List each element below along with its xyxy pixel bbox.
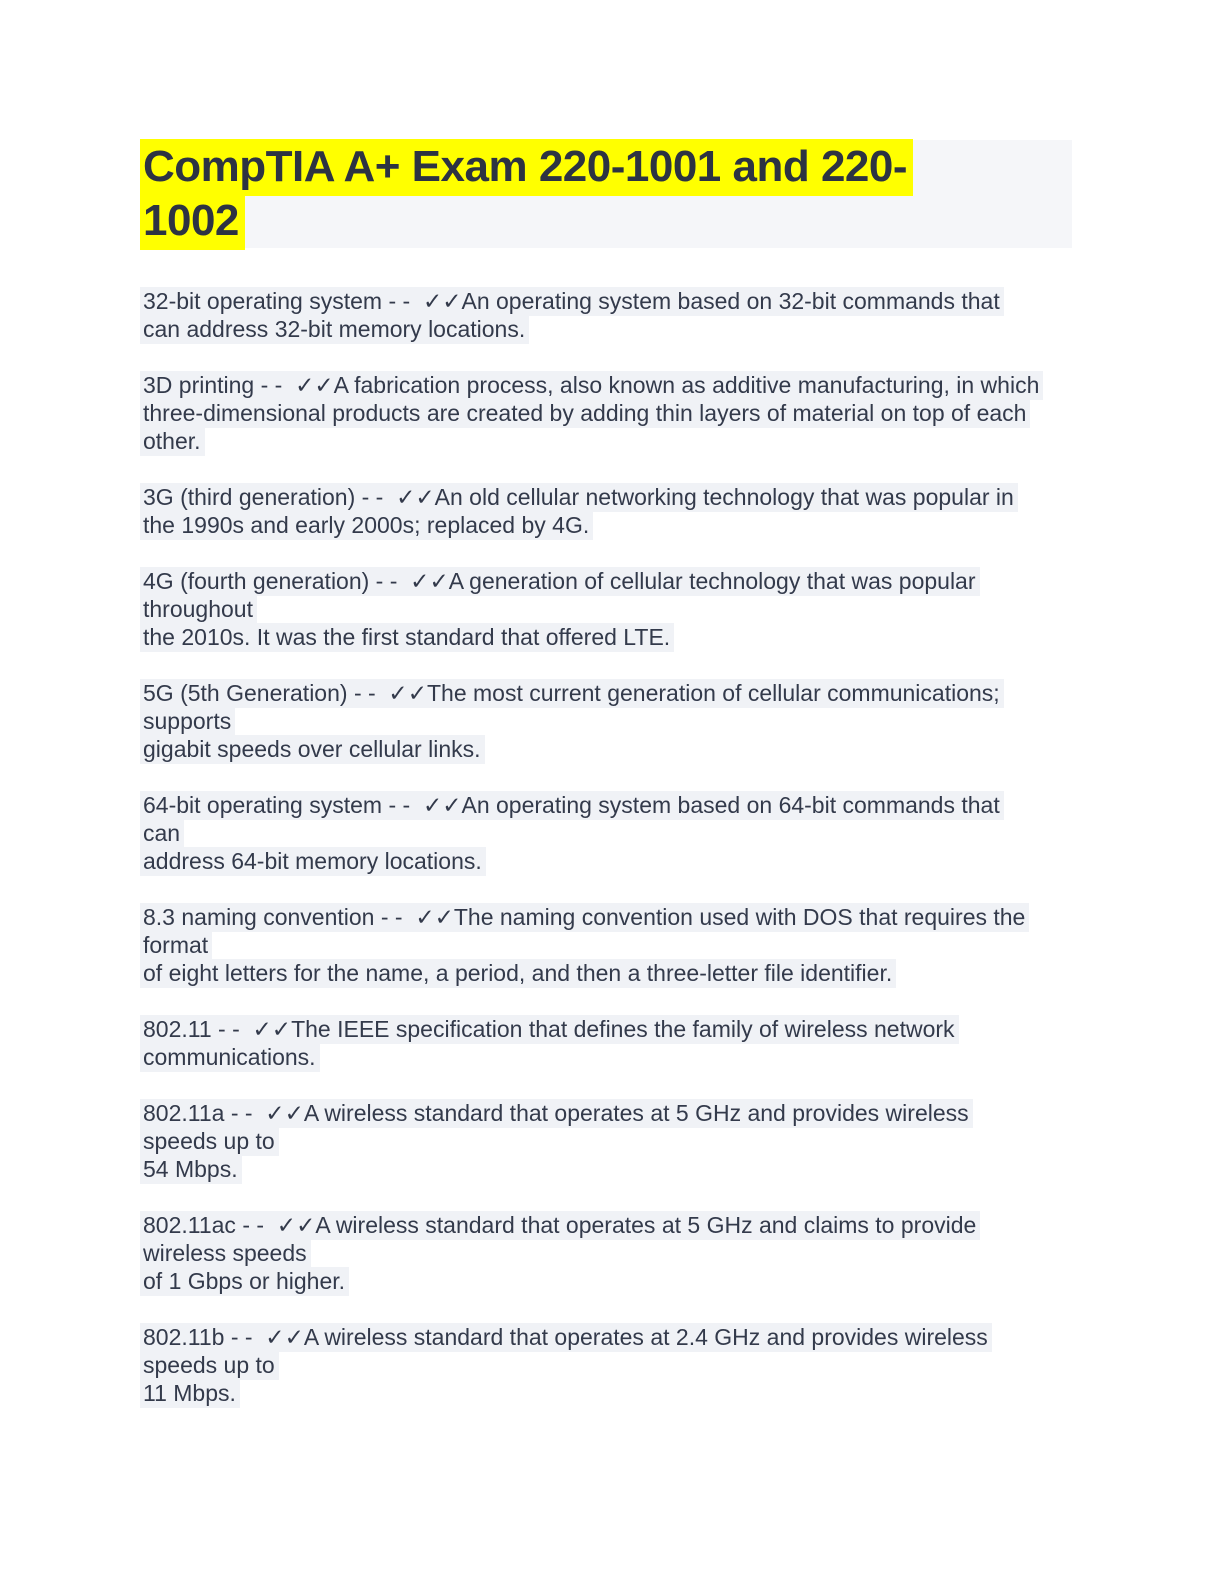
glossary-entries — [143, 287, 1224, 1407]
entry-line: supports — [140, 707, 235, 736]
entry-line: 802.11 - - ✓✓The IEEE specification that defines the family of wireless network — [140, 1015, 959, 1044]
entry-line: speeds up to — [140, 1351, 279, 1380]
entry-line: three-dimensional products are created by adding thin layers of material on top of each — [140, 399, 1030, 428]
entry-line: communications. — [140, 1043, 320, 1072]
entry-line: can address 32-bit memory locations. — [140, 315, 529, 344]
entry-line: 32-bit operating system - - ✓✓An operating system based on 32-bit commands that — [140, 287, 1004, 316]
glossary-entry — [143, 791, 1224, 875]
entry-line: 8.3 naming convention - - ✓✓The naming convention used with DOS that requires the — [140, 903, 1029, 932]
entry-line: 5G (5th Generation) - - ✓✓The most current generation of cellular communications; — [140, 679, 1004, 708]
page-title-line: CompTIA A+ Exam 220-1001 and 220- — [140, 139, 913, 196]
glossary-entry — [143, 371, 1224, 455]
entry-line: throughout — [140, 595, 257, 624]
entry-line: format — [140, 931, 212, 960]
entry-line: of 1 Gbps or higher. — [140, 1267, 349, 1296]
entry-line: 54 Mbps. — [140, 1155, 242, 1184]
entry-line: 64-bit operating system - - ✓✓An operating system based on 64-bit commands that — [140, 791, 1004, 820]
entry-line: gigabit speeds over cellular links. — [140, 735, 485, 764]
glossary-entry — [143, 1015, 1224, 1071]
entry-line: the 1990s and early 2000s; replaced by 4G. — [140, 511, 593, 540]
entry-line: 802.11b - - ✓✓A wireless standard that operates at 2.4 GHz and provides wireless — [140, 1323, 992, 1352]
entry-line: other. — [140, 427, 205, 456]
entry-line: the 2010s. It was the first standard that offered LTE. — [140, 623, 674, 652]
entry-line: 4G (fourth generation) - - ✓✓A generation of cellular technology that was popular — [140, 567, 980, 596]
entry-line: address 64-bit memory locations. — [140, 847, 486, 876]
entry-line: 11 Mbps. — [140, 1379, 240, 1408]
glossary-entry — [143, 567, 1224, 651]
glossary-entry — [143, 679, 1224, 763]
entry-line: 802.11a - - ✓✓A wireless standard that operates at 5 GHz and provides wireless — [140, 1099, 973, 1128]
entry-line: wireless speeds — [140, 1239, 311, 1268]
entry-line: 802.11ac - - ✓✓A wireless standard that operates at 5 GHz and claims to provide — [140, 1211, 980, 1240]
entry-line: 3D printing - - ✓✓A fabrication process, also known as additive manufacturing, in which — [140, 371, 1043, 400]
glossary-entry — [143, 483, 1224, 539]
glossary-entry — [143, 903, 1224, 987]
page-title — [140, 140, 1072, 248]
glossary-entry — [143, 1099, 1224, 1183]
entry-line: can — [140, 819, 184, 848]
entry-line: speeds up to — [140, 1127, 279, 1156]
entry-line: 3G (third generation) - - ✓✓An old cellular networking technology that was popular in — [140, 483, 1018, 512]
page-title-line: 1002 — [140, 193, 245, 250]
glossary-entry — [143, 287, 1224, 343]
glossary-entry — [143, 1211, 1224, 1295]
entry-line: of eight letters for the name, a period, and then a three-letter file identifier. — [140, 959, 896, 988]
glossary-entry — [143, 1323, 1224, 1407]
